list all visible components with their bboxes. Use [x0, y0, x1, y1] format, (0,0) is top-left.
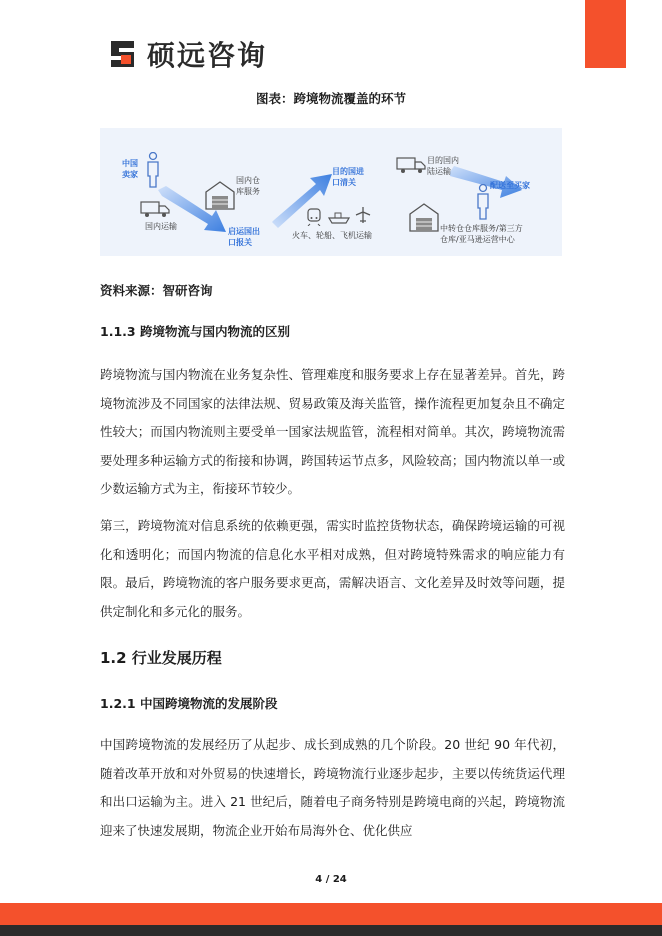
train-icon: [307, 208, 321, 226]
brand-name: 硕远咨询: [147, 39, 268, 72]
label-destination-land-transport: 目的国内 陆运输: [427, 156, 459, 176]
heading-1-1-3: 1.1.3 跨境物流与国内物流的区别: [100, 324, 290, 339]
logo-mark-icon: [107, 38, 139, 70]
page-number: 4 / 24: [315, 874, 347, 885]
truck-icon: [140, 200, 170, 218]
airplane-icon: [354, 206, 372, 224]
paragraph: 中国跨境物流的发展经历了从起步、成长到成熟的几个阶段。20 世纪 90 年代初，随着改革开放和对外贸易的快速增长，跨境物流行业逐步起步，主要以传统货运代理和出口运输为主。进入 21 世纪后，随着电子商务特别是跨境电商的兴起，跨境物流迎来了快速发展期，物流企业开始布局海外仓、优化供应: [100, 737, 565, 838]
corner-accent-tab: [585, 0, 626, 68]
footer-dark-bar: [0, 925, 662, 936]
label-export-customs: 启运国出 口报关: [228, 227, 260, 247]
warehouse-icon: [408, 202, 440, 232]
figure-title: 图表：跨境物流覆盖的环节: [255, 91, 406, 106]
logistics-diagram: [100, 128, 562, 256]
label-import-customs: 目的国进 口清关: [332, 167, 364, 187]
label-domestic-warehouse: 国内仓 库服务: [236, 176, 260, 196]
paragraph: 第三，跨境物流对信息系统的依赖更强，需实时监控货物状态，确保跨境运输的可视化和透明化；而国内物流的信息化水平相对成熟，但对跨境特殊需求的响应能力有限。最后，跨境物流的客户服务要求更高，需解决语言、文化差异及时效等问题，提供定制化和多元化的服务。: [100, 518, 565, 619]
warehouse-icon: [204, 180, 236, 210]
label-transport-modes: 火车、轮船、飞机运输: [292, 231, 372, 240]
label-domestic-transport: 国内运输: [145, 222, 177, 231]
label-china-seller: 中国 卖家: [122, 159, 138, 179]
buyer-person-icon: [476, 184, 490, 220]
seller-person-icon: [146, 152, 160, 188]
brand-logo: [107, 36, 267, 72]
label-deliver-buyer: 配送至买家: [490, 181, 530, 190]
source-note: 资料来源：智研咨询: [100, 283, 213, 298]
heading-1-2-1: 1.2.1 中国跨境物流的发展阶段: [100, 696, 278, 711]
paragraph: 跨境物流与国内物流在业务复杂性、管理难度和服务要求上存在显著差异。首先，跨境物流涉及不同国家的法律法规、贸易政策及海关监管，操作流程更加复杂且不确定性较大；而国内物流则主要受单一国家法规监管，流程相对简单。其次，跨境物流需要处理多种运输方式的衔接和协调，跨国转运节点多，风险较高；国内物流以单一或少数运输方式为主，衔接环节较少。: [100, 367, 565, 496]
truck-icon: [396, 156, 426, 174]
ship-icon: [328, 212, 350, 224]
heading-1-2: 1.2 行业发展历程: [100, 649, 222, 667]
flow-arrow-up-icon: [272, 172, 334, 228]
label-transit-services: 中转仓仓库服务/第三方 仓库/亚马逊运营中心: [440, 224, 523, 244]
footer-accent-bar: [0, 903, 662, 925]
